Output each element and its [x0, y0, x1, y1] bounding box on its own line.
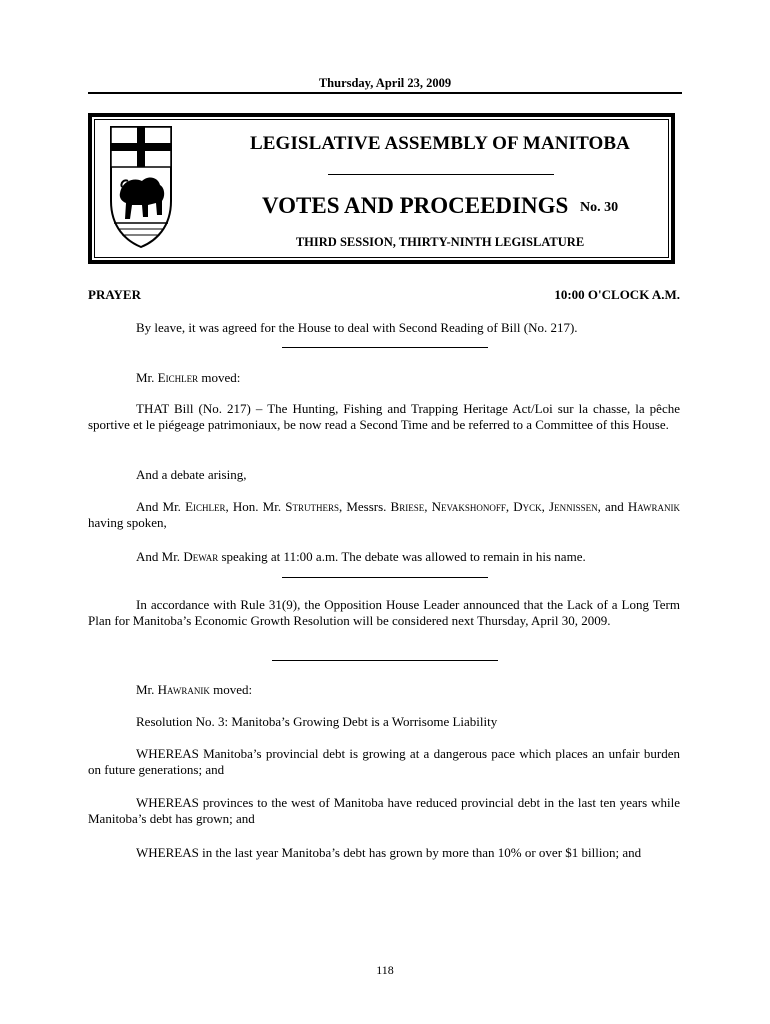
votes-proceedings-title: VOTES AND PROCEEDINGS — [262, 193, 569, 218]
rule-31-paragraph: In accordance with Rule 31(9), the Opposition House Leader announced that the Lack of a Long Term Plan for Manitoba’s Economic Growth Resolution will be considered next Thursday, April 30, 2009. — [88, 597, 680, 628]
motion-text: THAT Bill (No. 217) – The Hunting, Fishing and Trapping Heritage Act/Loi sur la chasse, la pêche sportive et le piégeage patrimoniaux, be now read a Second Time and be referred to a Committee of this House. — [88, 401, 680, 432]
section-divider — [282, 577, 488, 578]
eichler-moved: Mr. Eichler moved: — [136, 370, 241, 385]
prayer-heading: PRAYER — [88, 287, 141, 302]
member-name: Eichler — [157, 370, 199, 385]
debate-arising: And a debate arising, — [136, 467, 247, 482]
dewar-paragraph: And Mr. Dewar speaking at 11:00 a.m. The debate was allowed to remain in his name. — [136, 549, 586, 564]
section-divider — [272, 660, 498, 661]
whereas-clause-1: WHEREAS Manitoba’s provincial debt is growing at a dangerous pace which places an unfair burden on future generations; and — [88, 746, 680, 777]
date-divider — [88, 92, 682, 94]
member-name: Hawranik — [157, 682, 210, 697]
assembly-title: LEGISLATIVE ASSEMBLY OF MANITOBA — [250, 133, 630, 154]
section-divider — [282, 347, 488, 348]
sitting-time: 10:00 O'CLOCK A.M. — [554, 287, 680, 302]
issue-number: No. 30 — [580, 200, 619, 215]
resolution-title: Resolution No. 3: Manitoba’s Growing Debt is a Worrisome Liability — [136, 714, 498, 729]
hawranik-moved: Mr. Hawranik moved: — [136, 682, 253, 697]
whereas-clause-2: WHEREAS provinces to the west of Manitoba have reduced provincial debt in the last ten years while Manitoba’s debt has grown; and — [88, 795, 680, 826]
session-label: THIRD SESSION, THIRTY-NINTH LEGISLATURE — [295, 235, 585, 249]
leave-paragraph: By leave, it was agreed for the House to deal with Second Reading of Bill (No. 217). — [136, 320, 578, 335]
page-date: Thursday, April 23, 2009 — [318, 76, 452, 90]
page-number: 118 — [376, 963, 394, 977]
whereas-clause-3: WHEREAS in the last year Manitoba’s debt has grown by more than 10% or over $1 billion; and — [136, 845, 642, 860]
speakers-paragraph: And Mr. Eichler, Hon. Mr. Struthers, Messrs. Briese, Nevakshonoff, Dyck, Jennissen, and Hawranik having spoken, — [88, 499, 681, 530]
title-divider — [328, 174, 554, 175]
